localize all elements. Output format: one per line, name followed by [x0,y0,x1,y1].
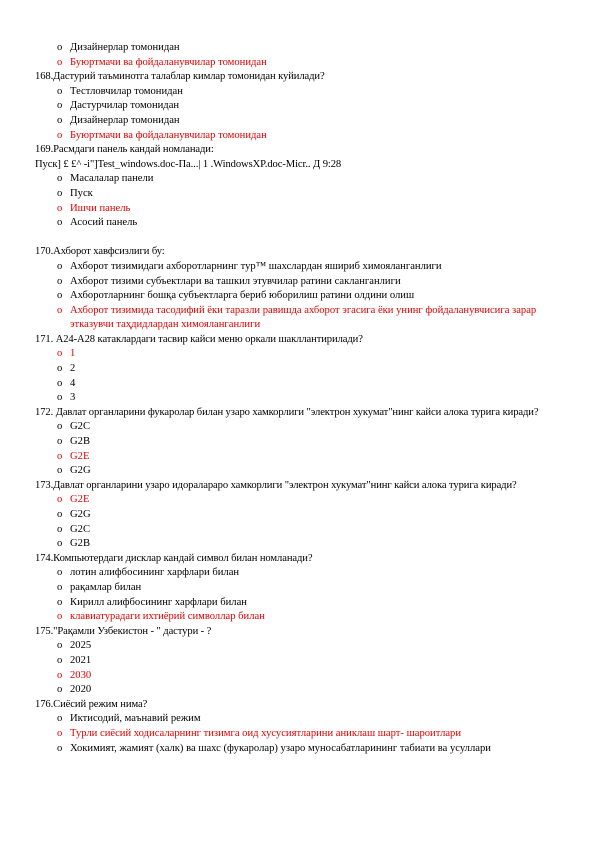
bullet-icon: o [57,304,63,316]
bullet-icon: o [57,85,63,97]
bullet-icon: o [57,727,63,739]
answer-option [35,639,565,654]
answer-option [35,464,565,479]
bullet-icon: o [57,654,63,666]
answer-option-correct [35,304,565,333]
option-text: 1 [70,348,76,360]
bullet-icon: o [57,596,63,608]
option-text: 4 [70,377,76,389]
answer-option [35,260,565,275]
answer-option [35,41,565,56]
option-text: 2 [70,363,76,375]
question-text: 175."Рақамли Узбекистон - " дастури - ? [35,625,212,637]
answer-option-correct [35,610,565,625]
answer-option-correct [35,669,565,684]
bullet-icon: o [57,450,63,462]
question-text: 171. А24-А28 катаклардаги тасвир кайси меню оркали шакллантирилади? [35,333,363,345]
option-text: клавиатурадаги ихтиёрий символлар билан [70,611,265,623]
option-text: Ахборот тизимида тасодифий ёки таразли равишда ахборот эгасига ёки унинг фойдаланувчисига зарар этказувчи таҳдидлардан химояланганлиги [70,304,537,331]
question-text: 173.Давлат органларини узаро идоралараро хамкорлиги "электрон хукумат"нинг кайси алока турига киради? [35,479,517,491]
option-text: Турли сиёсий ходисаларнинг тизимга оид хусусиятларини аниклаш шарт- шароитлари [70,727,462,739]
bullet-icon: o [57,56,63,68]
question-text: Пуск] £ £^ -i"]Test_windows.doc-Па...| 1 .WindowsXP.doc-Micr.. Д 9:28 [35,158,342,170]
bullet-icon: o [57,377,63,389]
option-text: G2C [70,421,91,433]
option-text: Буюртмачи ва фойдаланувчилар томонидан [70,56,267,68]
bullet-icon: o [57,669,63,681]
answer-option [35,596,565,611]
option-text: G2E [70,450,90,462]
option-text: G2G [70,465,91,477]
option-text: Дизайнерлар томонидан [70,114,180,126]
option-text: Масалалар панели [70,173,154,185]
option-text: 2025 [70,640,92,652]
bullet-icon: o [57,100,63,112]
option-text: лотин алифбосининг харфлари билан [70,567,240,579]
bullet-icon: o [57,611,63,623]
option-text: Дастурчилар томонидан [70,100,180,112]
option-text: 2021 [70,654,92,666]
answer-option-correct [35,129,565,144]
option-text: Ишчи панель [70,202,131,214]
bullet-icon: o [57,465,63,477]
answer-option [35,654,565,669]
bullet-icon: o [57,392,63,404]
answer-option-correct [35,56,565,71]
option-text: Ахборот тизимидаги ахборотларнинг тур™ шахслардан яшириб химояланганлиги [70,260,442,272]
answer-option [35,391,565,406]
bullet-icon: o [57,260,63,272]
bullet-icon: o [57,538,63,550]
bullet-icon: o [57,187,63,199]
bullet-icon: o [57,348,63,360]
question-text: 176.Сиёсий режим нима? [35,698,148,710]
option-text: 3 [70,392,76,404]
bullet-icon: o [57,436,63,448]
option-text: G2B [70,436,91,448]
option-text: Иктисодий, маънавий режим [70,713,201,725]
answer-option [35,420,565,435]
question-text: 170.Ахборот хавфсизлиги бу: [35,246,165,258]
answer-option [35,377,565,392]
question-text: 168.Дастурий таъминотга талаблар кимлар томонидан куйилади? [35,71,325,83]
bullet-icon: o [57,684,63,696]
bullet-icon: o [57,202,63,214]
answer-option [35,683,565,698]
option-text: Дизайнерлар томонидан [70,42,180,53]
answer-option [35,187,565,202]
answer-option [35,523,565,538]
bullet-icon: o [57,523,63,535]
answer-option [35,742,565,757]
option-text: рақамлар билан [70,581,142,593]
answer-option-correct [35,450,565,465]
question-text: 174.Компьютердаги дисклар кандай символ билан номланади? [35,552,313,564]
answer-option [35,362,565,377]
option-text: Ахборот тизими субъектлари ва ташкил этувчилар ратини сакланганлиги [70,275,401,287]
bullet-icon: o [57,640,63,652]
bullet-icon: o [57,421,63,433]
option-text: Буюртмачи ва фойдаланувчилар томонидан [70,129,267,141]
question-text: 172. Давлат органларини фукаролар билан узаро хамкорлиги "электрон хукумат"нинг кайси алока турига киради? [35,406,539,418]
answer-option [35,85,565,100]
answer-option [35,508,565,523]
option-text: G2E [70,494,90,506]
answer-option [35,712,565,727]
bullet-icon: o [57,275,63,287]
answer-option [35,537,565,552]
answer-option [35,581,565,596]
blank-line [35,231,565,246]
answer-option [35,275,565,290]
bullet-icon: o [57,217,63,229]
option-text: Кирилл алифбосининг харфлари билан [70,596,247,608]
option-text: 2020 [70,684,92,696]
option-text: Асосий панель [70,217,138,229]
answer-option-correct [35,347,565,362]
bullet-icon: o [57,114,63,126]
question-text: 169.Расмдаги панель кандай номланади: [35,144,214,156]
bullet-icon: o [57,494,63,506]
answer-option-correct [35,727,565,742]
option-text: Пуск [70,187,93,199]
answer-option-correct [35,493,565,508]
answer-option [35,216,565,231]
bullet-icon: o [57,42,63,53]
option-text: G2G [70,509,91,520]
bullet-icon: o [57,581,63,593]
answer-option [35,99,565,114]
bullet-icon: o [57,173,63,185]
bullet-icon: o [57,713,63,725]
answer-option [35,172,565,187]
option-text: G2B [70,538,91,550]
answer-option [35,435,565,450]
option-text: 2030 [70,669,92,681]
answer-option [35,566,565,581]
answer-option [35,114,565,129]
bullet-icon: o [57,509,63,520]
question-list [35,41,565,756]
option-text: G2C [70,523,91,535]
bullet-icon: o [57,567,63,579]
bullet-icon: o [57,363,63,375]
bullet-icon: o [57,129,63,141]
bullet-icon: o [57,290,63,302]
option-text: Тестловчилар томонидан [70,85,183,97]
option-text: Ахборотларнинг бошқа субъектларга бериб юборилиш ратини олдини олиш [70,290,415,302]
answer-option-correct [35,202,565,217]
option-text: Хокимият, жамият (халк) ва шахс (фукаролар) узаро муносабатларининг табиати ва усуллари [70,742,491,754]
answer-option [35,289,565,304]
bullet-icon: o [57,742,63,754]
